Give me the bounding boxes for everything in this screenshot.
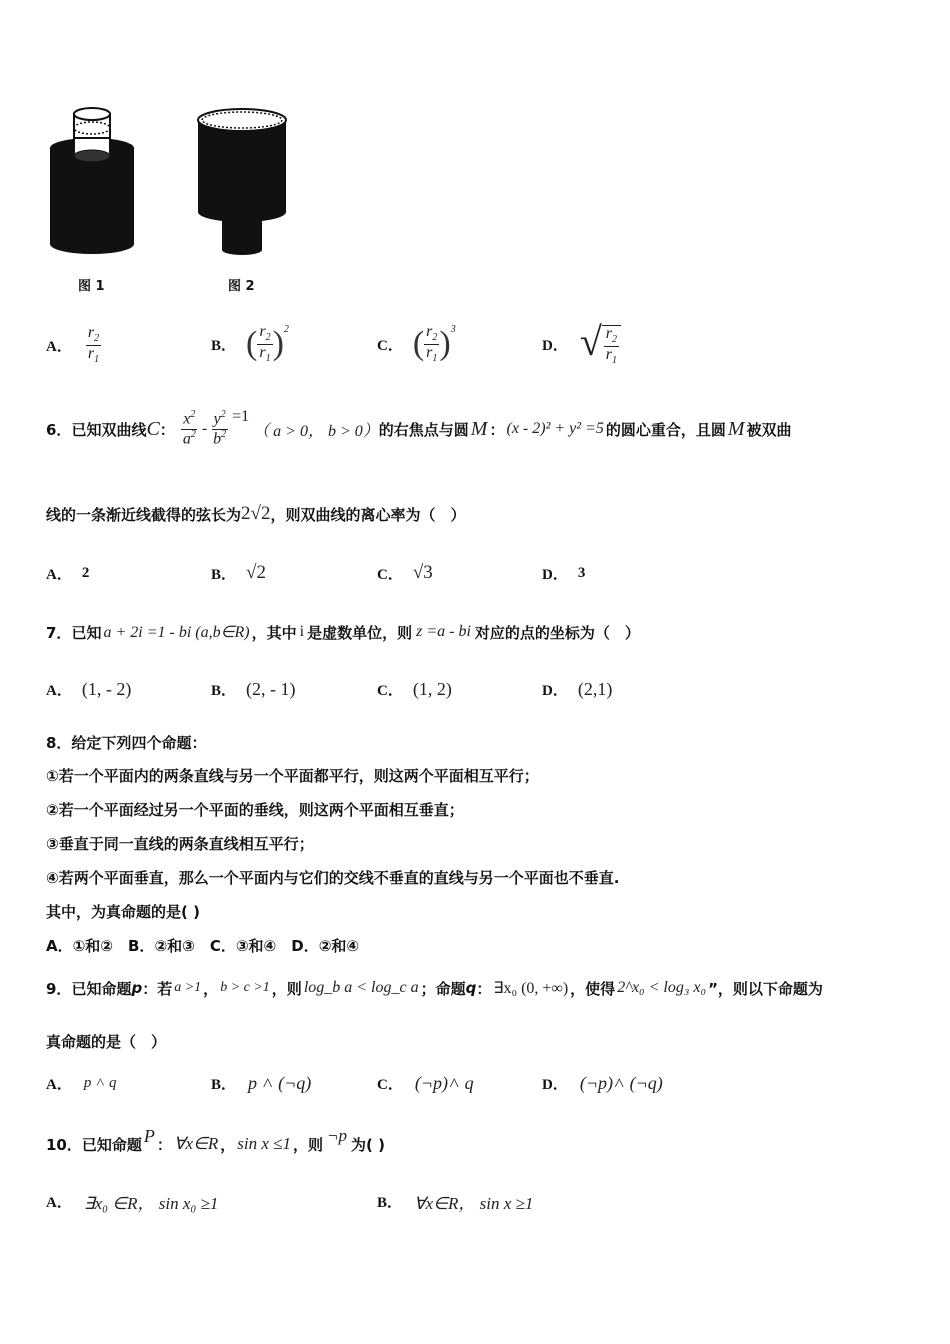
q7-option-c-value: (1, 2) [412,678,452,699]
q7-stem [46,614,640,650]
q5-option-a-fraction: $\frac{r_2}{r_1}$ [87,323,100,365]
q8-title: 8．给定下列四个命题： [46,734,207,752]
q10-option-a[interactable] [46,1182,218,1220]
q8-proposition-3: ③垂直于同一直线的两条直线相互平行； [46,835,314,853]
q7-option-a[interactable] [46,672,131,706]
q7-number: 7． [46,623,72,642]
q10-text-1: 已知命题 [81,1135,142,1154]
q6-option-b[interactable] [211,556,266,590]
q9-option-c[interactable] [377,1066,474,1100]
q6-option-c[interactable] [377,556,433,590]
q5-option-d[interactable] [542,316,621,372]
q10-option-a-value: ∃x₀ ∈R， sin x₀ ≥1 [83,1193,219,1213]
q9-condition-1: a >1 [174,980,202,995]
q9-text-1: 已知命题 [71,979,132,998]
q6-text-4: 被双曲 [746,420,792,439]
q9-exp-inequality: 2^x₀ < log₃ x₀ [617,979,707,996]
q10-negation-p: ¬p [327,1126,348,1145]
figure-1-label: 图 1 [78,279,105,294]
q7-text-4: 对应的点的坐标为（ ） [474,623,640,642]
q10-option-b-value: ∀x∈R， sin x ≥1 [414,1193,534,1213]
q6-option-a-value: 2 [81,564,90,581]
q7-equation: a + 2i =1 - bi (a,b∈R) [103,624,250,641]
q5-option-c[interactable] [377,314,456,374]
q6-stem-line-2 [46,496,465,532]
q10-proposition-p: P [143,1126,155,1146]
q6-option-a-label: A． [46,566,72,583]
q6-circle-m: M [470,417,488,440]
q7-text-3: 是虚数单位，则 [307,623,413,642]
q9-text-4: ；命题 [420,979,466,998]
q7-option-a-label: A． [46,682,72,699]
q9-stem-line-2: 真命题的是（ ） [46,1033,167,1051]
q6-chord-length: 2√2 [241,503,271,524]
q5-option-d-sqrt: √ $\frac{r_2}{r_1}$ [580,322,621,366]
q7-option-d[interactable] [542,672,612,706]
q10-colon: ： [156,1135,172,1154]
q6-circle-equation: (x - 2)² + y² =5 [506,420,604,437]
q9-comma: ， [203,979,219,998]
q6-option-c-value: √3 [412,562,433,583]
q6-option-c-label: C． [377,566,403,583]
q6-curve-c: C [146,417,160,440]
q9-option-b-label: B． [211,1076,237,1093]
q7-option-b-value: (2, - 1) [246,678,296,699]
q5-option-c-expression: ( $\frac{r_2}{r_1}$ ) $^3$ [412,322,456,364]
q7-option-c[interactable] [377,672,452,706]
q7-option-d-value: (2,1) [577,678,613,699]
q9-condition-2: b > c >1 [220,980,270,995]
q9-text-3: ，则 [271,979,302,998]
figure-2-label: 图 2 [228,279,255,294]
q8-proposition-2: ②若一个平面经过另一个平面的垂线，则这两个平面相互垂直； [46,801,464,819]
q8-proposition-1: ①若一个平面内的两条直线与另一个平面都平行，则这两个平面相互平行； [46,767,539,785]
q6-colon-2: ： [489,420,505,439]
q9-exists-clause: ∃x₀ (0, +∞) [493,980,569,997]
q9-text-5: ： [476,979,492,998]
q9-option-b-value: p ˄ (¬q) [248,1072,312,1093]
q7-text-1: 已知 [71,623,102,642]
cylinder-figures [40,100,300,270]
q9-text-2: ：若 [142,979,173,998]
q9-proposition-q: q [465,979,477,997]
q8-proposition-4: ④若两个平面垂直，那么一个平面内与它们的交线不垂直的直线与另一个平面也不垂直. [46,869,620,887]
q7-z-expression: z =a - bi [416,623,471,640]
q6-condition: （ a > 0， b > 0） [253,422,379,440]
q6-equals-one: =1 [232,408,250,425]
q6-option-d-label: D． [542,566,568,583]
q9-text-6: ，使得 [570,979,616,998]
q7-option-b-label: B． [211,682,237,699]
q6-number: 6． [46,420,72,439]
q10-option-a-label: A． [46,1194,72,1211]
q9-option-d[interactable] [542,1066,663,1100]
q10-option-b-label: B． [377,1194,403,1211]
figure-2-drawing [198,109,286,255]
q7-option-c-label: C． [377,682,403,699]
q5-option-b-label: B． [211,337,237,354]
q6-text-3: 的圆心重合，且圆 [605,420,726,439]
figure-1-drawing [50,108,134,254]
q10-stem [46,1126,385,1162]
q10-text-4: 为( ) [351,1135,385,1154]
q9-option-a-label: A． [46,1076,72,1093]
q7-text-2: ，其中 [251,623,297,642]
q5-option-b-expression: ( $\frac{r_2}{r_1}$ ) $^2$ [246,322,289,364]
q9-proposition-p: p [131,979,143,997]
q9-option-d-value: (¬p)˄ (¬q) [579,1072,663,1093]
q6-text-5: 线的一条渐近线截得的弦长为 [46,505,242,524]
q10-forall-clause: ∀x∈R [173,1134,219,1153]
q6-option-d-value: 3 [577,564,586,581]
q7-imaginary-unit: i [299,623,305,640]
q9-option-a[interactable] [46,1066,116,1100]
q6-option-d[interactable] [542,556,585,590]
q5-option-b[interactable] [211,314,289,374]
q9-option-a-value: p ˄ q [83,1074,117,1091]
q7-option-a-value: (1, - 2) [81,678,132,699]
q10-number: 10． [46,1135,82,1154]
q9-option-b[interactable] [211,1066,311,1100]
q9-text-7: ”，则以下命题为 [708,979,823,998]
q6-text-1: 已知双曲线 [71,420,147,439]
q5-option-a-label: A． [46,338,72,355]
q6-option-b-value: √2 [246,562,266,583]
q7-option-d-label: D． [542,682,568,699]
q6-frac-y: $\frac{y^2}{b^2}$ [213,409,227,447]
q6-minus: - [201,420,208,437]
q5-option-a[interactable] [46,320,101,370]
q8-question: 其中，为真命题的是( ) [46,903,200,921]
q9-stem-line-1 [46,970,823,1006]
q7-option-b[interactable] [211,672,296,706]
q6-stem-line-1 [46,398,792,460]
q6-text-6: ，则双曲线的离心率为（ ） [270,505,466,524]
q9-option-d-label: D． [542,1076,568,1093]
q6-text-2: 的右焦点与圆 [378,420,469,439]
q9-log-inequality: log_b a < log_c a [303,979,419,996]
q9-number: 9． [46,979,72,998]
q6-option-a[interactable] [46,556,89,590]
q10-option-b[interactable] [377,1182,533,1220]
q9-option-c-value: (¬p)˄ q [414,1072,474,1093]
q5-option-d-label: D． [542,337,568,354]
q10-text-3: ，则 [293,1135,324,1154]
q10-sin-inequality: sin x ≤1 [237,1134,292,1153]
q6-option-b-label: B． [211,566,237,583]
q6-circle-m-2: M [727,417,745,440]
q8-options[interactable]: A．①和② B．②和③ C．③和④ D．②和④ [46,937,360,955]
q6-colon: ： [159,420,175,439]
q10-comma: ， [220,1135,236,1154]
q6-frac-x: $\frac{x^2}{a^2}$ [182,409,196,447]
q9-option-c-label: C． [377,1076,403,1093]
q5-option-c-label: C． [377,337,403,354]
